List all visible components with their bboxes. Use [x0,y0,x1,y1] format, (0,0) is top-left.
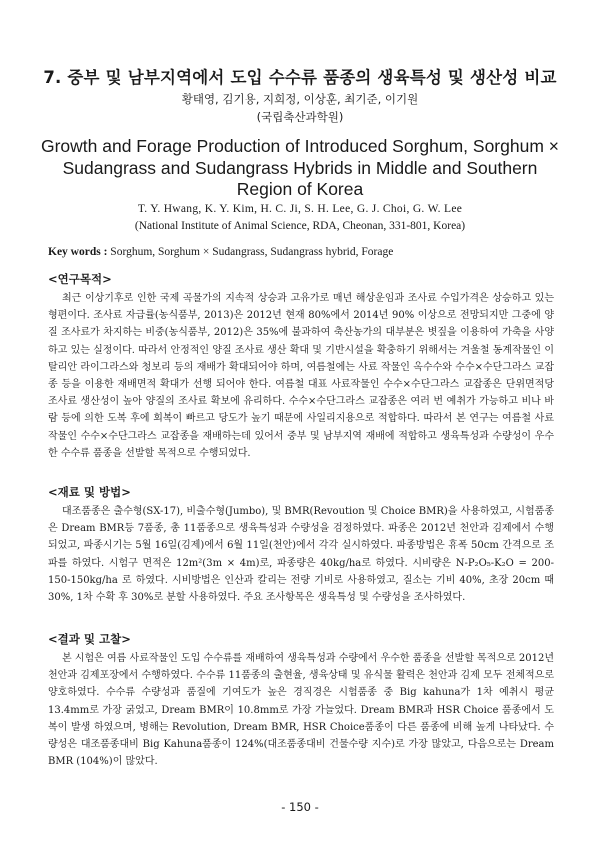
page-number: - 150 - [281,800,319,814]
purpose-body: 최근 이상기후로 인한 국제 곡물가의 지속적 상승과 고유가로 매년 해상운임과 조사료 수입가격은 상승하고 있는 형편이다. 조사료 자급률(농식품부, 2013)은 2012년 현재 80%에서 2014년 90% 이상으로 전망되지만 그중에 양질 조사료가 차지하는 비중(농식품부, 2012)은 35%에 불과하여 축산농가의 대부분은 볏짚을 이용하여 가축을 사양하고 있는 실정이다. 따라서 안정적인 양질 조사료 생산 확대 및 기반시설을 확충하기 위해서는 겨울철 동계작물인 이탈리안 라이그라스와 청보리 등의 재배가 확대되어야 하며, 여름철에는 사료 작물인 옥수수와 수수×수단그라스 교잡종 등을 이용한 재배면적 확대가 선행 되어야 한다. 여름철 대표 사료작물인 수수×수단그라스 교잡종은 단위면적당 조사료 생산성이 높아 양질의 조사료 확보에 유리하다. 수수×수단그라스 교잡종은 여러 번 예취가 가능하고 비나 바람 등에 의한 도복 후에 회복이 빠르고 당도가 높기 때문에 사일리지용으로 적합하다. 따라서 본 연구는 여름철 사료작물인 수수×수단그라스 교잡종을 재배하는데 있어서 중부 및 남부지역 재배에 적합하고 생육특성과 수량성이 우수한 수수류 품종을 선발할 목적으로 수행되었다. [48,293,554,459]
english-authors: T. Y. Hwang, K. Y. Kim, H. C. Ji, S. H. Lee, G. J. Choi, G. W. Lee [137,203,463,215]
keywords-text: Sorghum, Sorghum × Sudangrass, Sudangrass hybrid, Forage [110,246,394,258]
english-affiliation: (National Institute of Animal Science, RDA, Cheonan, 331-801, Korea) [134,220,466,232]
keywords [48,246,558,258]
korean-title: 7. 중부 및 남부지역에서 도입 수수류 품종의 생육특성 및 생산성 비교 [43,68,557,87]
results-body: 본 시험은 여름 사료작물인 도입 수수류를 재배하여 생육특성과 수량에서 우수한 품종을 선발할 목적으로 2012년 천안과 김제포장에서 수행하였다. 수수류 11품종의 출현율, 생육상태 및 유식물 활력은 천안과 김제 모두 전체적으로 양호하였다. 수수류 수량성과 품질에 기여도가 높은 경직경은 시험품종 중 Big kahuna가 1차 예취시 평균 13.4mm로 가장 굵었고, Dream BMR이 10.8mm로 가장 가늘었다. Dream BMR과 HSR Choice 품종에서 도복이 발생 하였으며, 병해는 Revolution, Dream BMR, HSR Choice품종이 다른 품종에 비해 높게 나타났다. 수량성은 대조품종대비 Big Kahuna품종이 124%(대조품종대비 건물수량 지수)로 가장 많았고, 다음으로는 Dream BMR (104%)이 많았다. [48,653,554,768]
methods-heading: <재료 및 방법> [48,485,131,499]
results-heading: <결과 및 고찰> [48,632,131,646]
keywords-label: Key words : [48,246,108,258]
english-title: Growth and Forage Production of Introduced Sorghum, Sorghum × Sudangrass and Sudangrass Hybrids in Middle and Southern Region of Korea [40,136,559,199]
methods-body: 대조품종은 출수형(SX-17), 비출수형(Jumbo), 및 BMR(Revoution 및 Choice BMR)을 사용하였고, 시험품종은 Dream BMR등 7품종, 총 11품종으로 생육특성과 수량성을 검정하였다. 파종은 2012년 천안과 김제에서 수행되었고, 파종시기는 5월 16일(김제)에서 6월 11일(천안)에서 각각 실시하였다. 파종방법은 휴폭 50cm 간격으로 조파를 하였다. 시험구 면적은 12m²(3m × 4m)로, 파종량은 40kg/ha로 하였다. 시비량은 N-P₂O₅-K₂O = 200-150-150kg/ha 로 하였다. 시비방법은 인산과 칼리는 전량 기비로 사용하였고, 질소는 기비 40%, 초장 20cm 때 30%, 1차 수확 후 30%로 분할 사용하였다. 주요 조사항목은 생육특성 및 수량성을 조사하였다. [48,506,554,604]
korean-authors: 황태영, 김기용, 지희정, 이상훈, 최기준, 이기원 [181,92,419,106]
purpose-heading: <연구목적> [48,272,112,286]
korean-affiliation: (국립축산과학원) [256,110,344,124]
